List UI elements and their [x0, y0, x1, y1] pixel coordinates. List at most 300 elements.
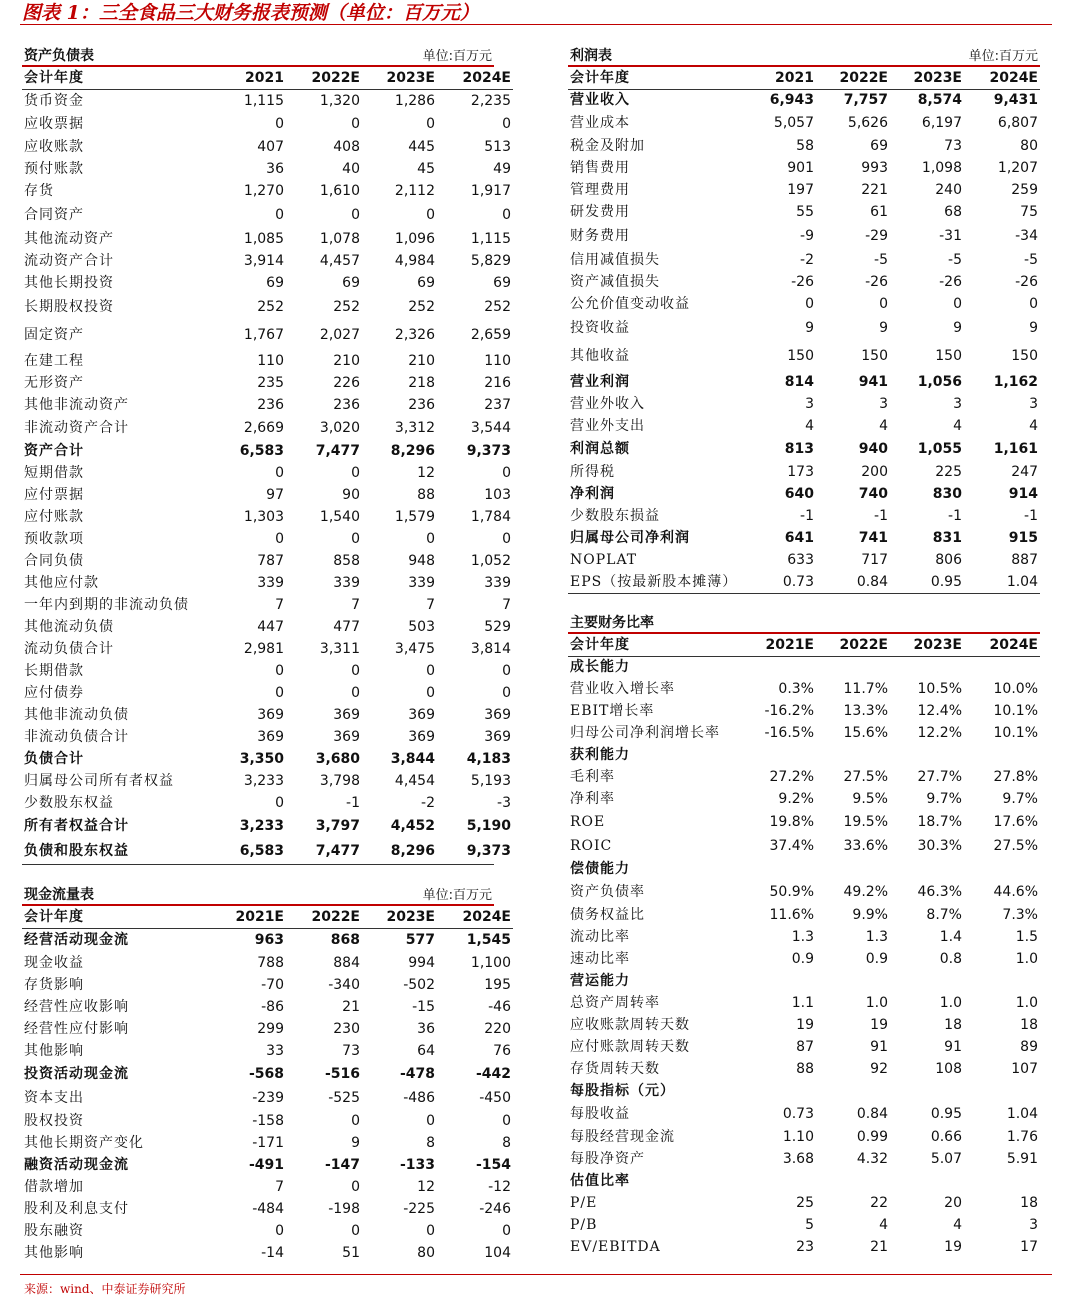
income-row-value: 1,056 [917, 374, 962, 390]
balance-row-value: 3,798 [319, 773, 360, 789]
ratios-row-value: 17.6% [993, 814, 1038, 830]
income-table-row [568, 527, 1040, 549]
ratios-row-value: 0.84 [856, 1106, 888, 1122]
ratios-row-value: 18.7% [917, 814, 962, 830]
ratios-header [568, 610, 1040, 632]
ratios-row-value: 22 [870, 1195, 888, 1211]
ratios-row-value: 23 [796, 1239, 814, 1255]
cashflow-table-row [22, 974, 513, 996]
balance-row-value: 503 [408, 619, 435, 635]
balance-row-value: 3,233 [243, 773, 284, 789]
income-row-value: 173 [787, 464, 814, 480]
balance-row-value: 0 [275, 116, 284, 132]
balance-row-value: 0 [351, 465, 360, 481]
balance-row-value: 7 [426, 597, 435, 613]
cashflow-table-row [22, 928, 513, 952]
ratios-table-row [568, 1126, 1040, 1148]
income-row-value: 75 [1020, 204, 1038, 220]
ratios-panel [568, 610, 1040, 1258]
balance-table-row [22, 250, 513, 272]
income-row-label: 管理费用 [570, 182, 630, 198]
balance-row-value: 226 [333, 375, 360, 391]
balance-row-value: 5,190 [466, 818, 511, 834]
income-row-value: 4 [805, 418, 814, 434]
ratios-column-header-row [568, 634, 1040, 656]
income-table-row [568, 111, 1040, 135]
ratios-row-label: 流动比率 [570, 929, 630, 945]
balance-row-label: 应付账款 [24, 509, 84, 525]
cashflow-row-value: 8 [426, 1135, 435, 1151]
income-column-header: 2022E [816, 67, 890, 89]
balance-row-value: 339 [408, 575, 435, 591]
ratios-row-value [890, 1170, 964, 1192]
balance-row-label: 应付票据 [24, 487, 84, 503]
ratios-row-label: 每股收益 [570, 1106, 630, 1122]
balance-row-value: 4,457 [319, 253, 360, 269]
ratios-row-value: 4 [953, 1217, 962, 1233]
balance-table-row [22, 394, 513, 416]
income-table-row [568, 415, 1040, 437]
income-table-row [568, 505, 1040, 527]
balance-row-value: 9,373 [466, 443, 511, 459]
balance-sheet-panel [22, 43, 511, 865]
ratios-table-row [568, 788, 1040, 810]
balance-row-value: 110 [484, 353, 511, 369]
ratios-row-value [890, 858, 964, 880]
cashflow-row-value: -198 [328, 1201, 360, 1217]
balance-row-value: 1,917 [470, 183, 511, 199]
ratios-row-value: 9.2% [778, 791, 814, 807]
cashflow-row-value: -450 [479, 1090, 511, 1106]
ratios-row-value: 1.1 [791, 995, 814, 1011]
balance-row-value: 45 [417, 161, 435, 177]
cashflow-row-value: 0 [502, 1223, 511, 1239]
cashflow-row-value: 1,100 [470, 955, 511, 971]
ratios-row-value: 19 [944, 1239, 962, 1255]
balance-table-row [22, 294, 513, 320]
ratios-row-label: 应收账款周转天数 [570, 1017, 690, 1033]
balance-row-value: 369 [257, 707, 284, 723]
income-row-value: 813 [784, 441, 814, 457]
ratios-row-value: 1.0 [1015, 951, 1038, 967]
balance-table-row [22, 416, 513, 440]
income-row-value: 68 [944, 204, 962, 220]
income-row-value: 1,162 [993, 374, 1038, 390]
cashflow-row-value: 9 [351, 1135, 360, 1151]
income-row-value: 9,431 [993, 92, 1038, 109]
ratios-table-row [568, 744, 1040, 766]
income-row-value: 6,807 [997, 115, 1038, 131]
ratios-column-header: 2022E [816, 634, 890, 656]
balance-row-value: 1,052 [470, 553, 511, 569]
balance-table-row [22, 550, 513, 572]
balance-row-value: 236 [333, 397, 360, 413]
income-row-value: 240 [935, 182, 962, 198]
balance-table-row [22, 704, 513, 726]
balance-row-value: 7,477 [315, 443, 360, 459]
income-row-value: 80 [1020, 138, 1038, 154]
ratios-table-row [568, 810, 1040, 834]
income-row-value: -9 [800, 228, 814, 244]
cashflow-row-value: 104 [484, 1245, 511, 1261]
income-row-label: 销售费用 [570, 160, 630, 176]
balance-table-row [22, 682, 513, 704]
ratios-row-value [816, 1080, 890, 1102]
balance-table-row [22, 748, 513, 770]
balance-row-value: 7 [502, 597, 511, 613]
balance-table-row [22, 228, 513, 250]
income-column-header: 2021 [744, 67, 816, 89]
ratios-row-value: 1.3 [791, 929, 814, 945]
balance-row-label: 合同负债 [24, 553, 84, 569]
balance-row-value: 0 [351, 685, 360, 701]
income-table-row [568, 549, 1040, 571]
income-table-row [568, 179, 1040, 201]
ratios-row-value: 9.7% [926, 791, 962, 807]
cashflow-row-value: 8 [502, 1135, 511, 1151]
balance-row-value: 2,659 [470, 327, 511, 343]
balance-row-value: 369 [333, 707, 360, 723]
income-row-label: 营业利润 [570, 374, 630, 390]
balance-table-row [22, 89, 513, 112]
ratios-row-label: 获利能力 [570, 747, 630, 763]
ratios-row-value: 91 [870, 1039, 888, 1055]
income-table-row [568, 223, 1040, 249]
ratios-row-value: 89 [1020, 1039, 1038, 1055]
balance-table-row [22, 484, 513, 506]
cashflow-row-value: -502 [403, 977, 435, 993]
ratios-column-header: 2021E [744, 634, 816, 656]
cashflow-row-value: 788 [257, 955, 284, 971]
ratios-row-value: 11.6% [769, 907, 814, 923]
income-row-value: 993 [861, 160, 888, 176]
balance-row-value: 3,233 [239, 818, 284, 834]
balance-row-value: 339 [257, 575, 284, 591]
balance-row-value: 9,373 [466, 843, 511, 859]
balance-table-row [22, 350, 513, 372]
ratios-row-label: 总资产周转率 [570, 995, 660, 1011]
cashflow-row-value: 0 [426, 1223, 435, 1239]
balance-row-value: 1,286 [394, 92, 435, 109]
income-row-value: -26 [939, 274, 962, 290]
cashflow-row-value: 64 [417, 1043, 435, 1059]
cashflow-row-value: 0 [275, 1223, 284, 1239]
income-row-value: 9 [1029, 320, 1038, 336]
balance-row-value: 3,797 [315, 818, 360, 834]
ratios-row-value: 87 [796, 1039, 814, 1055]
income-table-row [568, 293, 1040, 315]
balance-sheet-title: 资产负债表 [24, 48, 94, 64]
balance-table-row [22, 112, 513, 136]
income-row-label: 归属母公司净利润 [570, 530, 690, 546]
cashflow-row-value: 299 [257, 1021, 284, 1037]
balance-row-value: 0 [502, 685, 511, 701]
income-table-row [568, 157, 1040, 179]
cashflow-row-value: 21 [342, 999, 360, 1015]
ratios-row-value: 1.10 [782, 1129, 814, 1145]
balance-row-value: 0 [502, 531, 511, 547]
balance-row-value: 49 [493, 161, 511, 177]
ratios-row-value: -16.2% [764, 703, 814, 719]
ratios-row-value [964, 744, 1040, 766]
balance-row-value: 339 [333, 575, 360, 591]
income-row-label: 公允价值变动收益 [570, 296, 690, 312]
cashflow-row-label: 资本支出 [24, 1090, 84, 1106]
ratios-row-value: 0.73 [782, 1106, 814, 1122]
cashflow-row-value: 80 [417, 1245, 435, 1261]
income-table-row [568, 483, 1040, 505]
cashflow-row-value: -46 [488, 999, 511, 1015]
ratios-row-value: 12.4% [917, 703, 962, 719]
balance-row-value: 369 [257, 729, 284, 745]
balance-row-value: 12 [417, 465, 435, 481]
ratios-table-row [568, 948, 1040, 970]
ratios-row-value [816, 970, 890, 992]
balance-row-label: 合同资产 [24, 207, 84, 223]
income-table-row [568, 249, 1040, 271]
ratios-table-row [568, 1214, 1040, 1236]
balance-row-value: 445 [408, 139, 435, 155]
income-row-value: 73 [944, 138, 962, 154]
income-row-value: 1,055 [917, 441, 962, 457]
ratios-row-label: P/E [570, 1195, 598, 1211]
ratios-row-value [964, 1170, 1040, 1192]
ratios-table-row [568, 700, 1040, 722]
income-row-value: 247 [1011, 464, 1038, 480]
income-row-value: -31 [939, 228, 962, 244]
balance-row-value: 339 [484, 575, 511, 591]
balance-row-value: 0 [275, 531, 284, 547]
cashflow-row-value: -133 [399, 1157, 435, 1173]
ratios-table-row [568, 970, 1040, 992]
ratios-row-value: 19 [796, 1017, 814, 1033]
income-row-label: 资产减值损失 [570, 274, 660, 290]
income-table-row [568, 315, 1040, 341]
balance-row-value: 7,477 [315, 843, 360, 859]
cashflow-row-value: 0 [502, 1113, 511, 1129]
ratios-table-row [568, 992, 1040, 1014]
ratios-row-label: EBIT增长率 [570, 703, 655, 719]
cashflow-row-value: -15 [412, 999, 435, 1015]
balance-row-value: 3,914 [243, 253, 284, 269]
ratios-row-value: 0.66 [930, 1129, 962, 1145]
cashflow-row-label: 融资活动现金流 [24, 1157, 129, 1173]
ratios-column-header: 会计年度 [568, 634, 744, 656]
income-row-label: 营业外支出 [570, 418, 645, 434]
balance-row-label: 其他长期投资 [24, 275, 114, 291]
ratios-row-label: 每股指标（元） [570, 1083, 675, 1099]
balance-row-value: 2,669 [243, 420, 284, 436]
figure-title: 图表 1：三全食品三大财务报表预测（单位：百万元） [22, 2, 479, 24]
balance-row-value: 0 [502, 465, 511, 481]
balance-table-row [22, 528, 513, 550]
cashflow-table-row [22, 1198, 513, 1220]
balance-row-label: 其他流动资产 [24, 231, 114, 247]
cashflow-table-row [22, 996, 513, 1018]
ratios-row-value: 9.7% [1002, 791, 1038, 807]
cashflow-row-label: 存货影响 [24, 977, 84, 993]
cashflow-row-label: 其他影响 [24, 1245, 84, 1261]
ratios-row-value: 3 [1029, 1217, 1038, 1233]
balance-row-value: 6,583 [239, 443, 284, 459]
balance-row-value: 4,454 [394, 773, 435, 789]
ratios-row-value: 1.4 [939, 929, 962, 945]
ratios-table-row [568, 926, 1040, 948]
balance-sheet-unit: 单位:百万元 [422, 49, 492, 64]
ratios-row-value [816, 1170, 890, 1192]
ratios-row-value: 13.3% [843, 703, 888, 719]
ratios-row-value [744, 970, 816, 992]
ratios-row-value: 27.8% [993, 769, 1038, 785]
income-row-value: 58 [796, 138, 814, 154]
balance-row-value: 1,767 [243, 327, 284, 343]
ratios-row-value: 25 [796, 1195, 814, 1211]
ratios-row-value [816, 744, 890, 766]
income-row-value: 5,626 [847, 115, 888, 131]
cashflow-row-value: 884 [333, 955, 360, 971]
balance-row-value: 0 [275, 663, 284, 679]
income-row-label: 税金及附加 [570, 138, 645, 154]
balance-row-value: 948 [408, 553, 435, 569]
ratios-table-row [568, 1192, 1040, 1214]
balance-row-value: 2,235 [470, 92, 511, 109]
ratios-row-value: 27.2% [769, 769, 814, 785]
balance-row-value: 4,984 [394, 253, 435, 269]
balance-row-label: 流动负债合计 [24, 641, 114, 657]
balance-row-value: 3,312 [394, 420, 435, 436]
balance-row-value: 369 [408, 729, 435, 745]
balance-row-value: 236 [408, 397, 435, 413]
income-row-label: 少数股东损益 [570, 508, 660, 524]
income-row-value: 8,574 [917, 92, 962, 109]
ratios-row-label: 净利率 [570, 791, 615, 807]
income-table-row [568, 393, 1040, 415]
income-row-value: 830 [932, 486, 962, 502]
ratios-row-value: 4.32 [856, 1151, 888, 1167]
balance-row-value: 0 [426, 531, 435, 547]
balance-row-value: 369 [333, 729, 360, 745]
cashflow-row-value: 994 [408, 955, 435, 971]
ratios-row-value: 9.9% [852, 907, 888, 923]
ratios-row-value [890, 656, 964, 678]
cashflow-row-value: -525 [328, 1090, 360, 1106]
balance-row-value: 7 [351, 597, 360, 613]
balance-row-value: 3,311 [319, 641, 360, 657]
ratios-table-row [568, 766, 1040, 788]
ratios-row-value: 5 [805, 1217, 814, 1233]
balance-row-value: 110 [257, 353, 284, 369]
balance-row-value: 2,981 [243, 641, 284, 657]
income-row-value: 6,197 [921, 115, 962, 131]
balance-row-value: 408 [333, 139, 360, 155]
ratios-row-label: EV/EBITDA [570, 1239, 661, 1255]
cashflow-table [22, 906, 513, 1264]
balance-row-value: 2,112 [394, 183, 435, 199]
ratios-row-value: 15.6% [843, 725, 888, 741]
ratios-table-row [568, 834, 1040, 858]
cashflow-row-value: 0 [426, 1113, 435, 1129]
ratios-row-value: 20 [944, 1195, 962, 1211]
ratios-row-label: 每股净资产 [570, 1151, 645, 1167]
income-row-value: 887 [1011, 552, 1038, 568]
cashflow-table-row [22, 1176, 513, 1198]
cashflow-row-value: 33 [266, 1043, 284, 1059]
ratios-row-value: 10.5% [917, 681, 962, 697]
balance-row-value: 0 [275, 207, 284, 223]
income-row-value: 3 [879, 396, 888, 412]
balance-table-row [22, 726, 513, 748]
cashflow-column-header: 2024E [437, 906, 513, 928]
balance-column-header: 2022E [286, 67, 362, 89]
ratios-row-value [890, 744, 964, 766]
balance-row-value: 407 [257, 139, 284, 155]
income-row-value: -5 [948, 252, 962, 268]
ratios-row-value: 49.2% [843, 884, 888, 900]
balance-row-value: 3,844 [390, 751, 435, 767]
income-row-value: 221 [861, 182, 888, 198]
balance-row-label: 其他非流动资产 [24, 397, 129, 413]
cashflow-row-value: 230 [333, 1021, 360, 1037]
balance-row-value: 3,475 [394, 641, 435, 657]
balance-row-value: 0 [502, 116, 511, 132]
balance-row-value: 1,085 [243, 231, 284, 247]
cashflow-table-row [22, 1062, 513, 1086]
ratios-row-value: 10.0% [993, 681, 1038, 697]
ratios-row-value: 4 [879, 1217, 888, 1233]
balance-row-label: 非流动资产合计 [24, 420, 129, 436]
ratios-row-value [744, 744, 816, 766]
balance-row-value: 1,540 [319, 509, 360, 525]
balance-row-value: 252 [257, 299, 284, 315]
income-row-value: -29 [865, 228, 888, 244]
cashflow-unit: 单位:百万元 [422, 888, 492, 903]
ratios-row-value: 44.6% [993, 884, 1038, 900]
ratios-table-row [568, 858, 1040, 880]
income-row-value: -34 [1015, 228, 1038, 244]
income-row-value: 4 [879, 418, 888, 434]
ratios-row-value [964, 1080, 1040, 1102]
balance-table-row [22, 180, 513, 202]
balance-row-label: 在建工程 [24, 353, 84, 369]
balance-row-value: 529 [484, 619, 511, 635]
cashflow-title: 现金流量表 [24, 887, 94, 903]
balance-row-value: 5,193 [470, 773, 511, 789]
balance-table-row [22, 594, 513, 616]
income-row-value: 1,207 [997, 160, 1038, 176]
balance-sheet-header [22, 43, 494, 65]
balance-row-value: 0 [351, 663, 360, 679]
income-row-value: 633 [787, 552, 814, 568]
income-row-label: 营业成本 [570, 115, 630, 131]
ratios-row-label: 债务权益比 [570, 907, 645, 923]
ratios-table-row [568, 722, 1040, 744]
income-table-row [568, 461, 1040, 483]
balance-row-value: 0 [351, 116, 360, 132]
cashflow-row-value: -158 [252, 1113, 284, 1129]
income-statement-header [568, 43, 1040, 65]
cashflow-row-value: 7 [275, 1179, 284, 1195]
ratios-table-row [568, 1036, 1040, 1058]
balance-table-row [22, 372, 513, 394]
income-column-header: 2023E [890, 67, 964, 89]
income-row-value: 4 [1029, 418, 1038, 434]
ratios-row-value: 12.2% [917, 725, 962, 741]
balance-row-value: 1,115 [470, 231, 511, 247]
ratios-row-label: 估值比率 [570, 1173, 630, 1189]
income-row-label: 信用减值损失 [570, 252, 660, 268]
balance-row-value: 3,020 [319, 420, 360, 436]
cashflow-row-value: 76 [493, 1043, 511, 1059]
